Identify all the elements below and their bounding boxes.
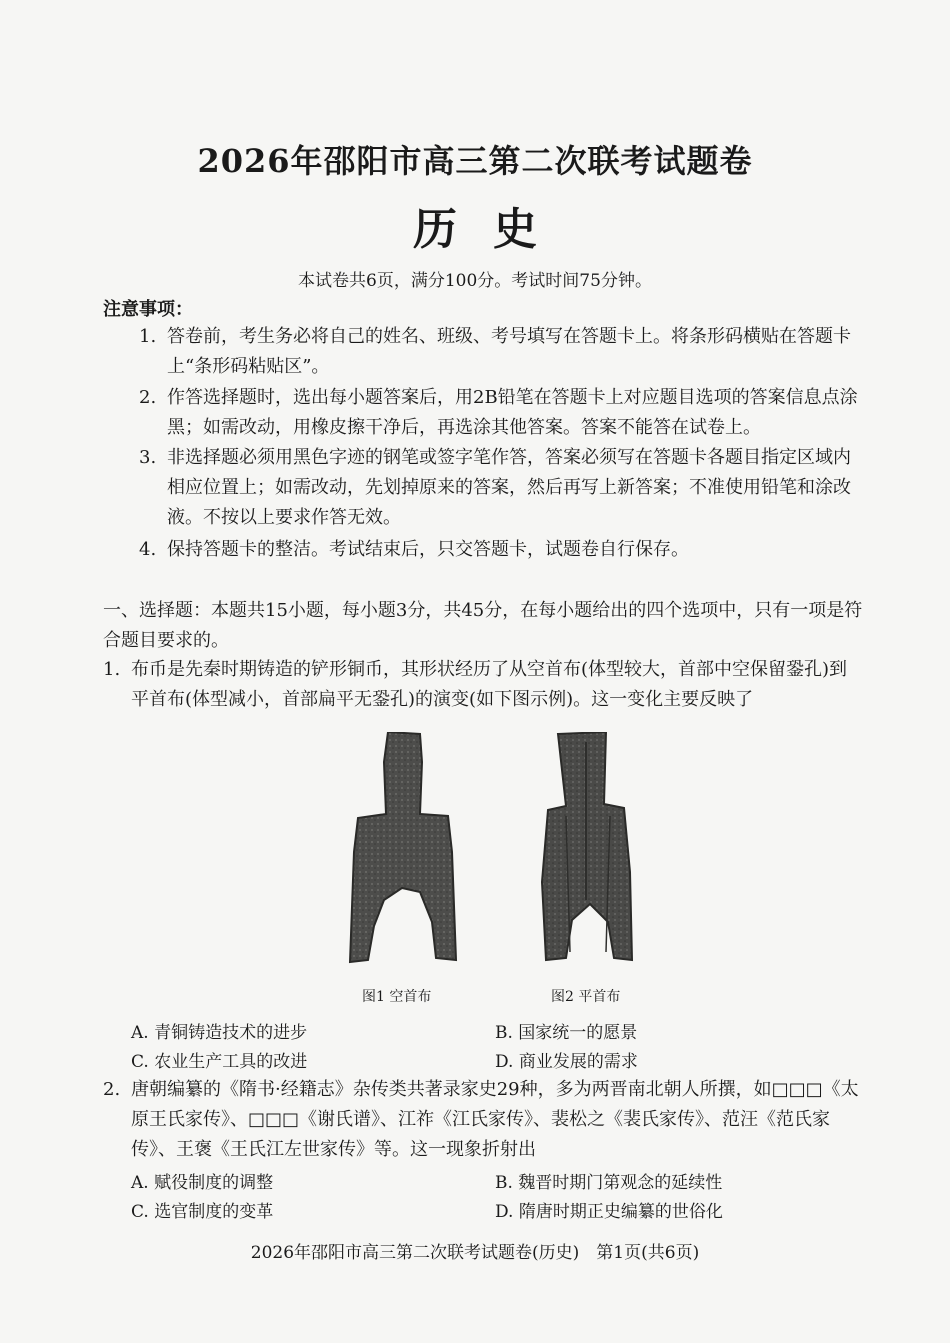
flat-spade-coin-image (528, 732, 648, 964)
question-number: 2. (103, 1079, 121, 1100)
notice-num: 3. (139, 447, 157, 468)
q2-option-a: A. 赋役制度的调整 (131, 1173, 274, 1193)
q1-option-b: B. 国家统一的愿景 (495, 1023, 638, 1043)
notice-text: 保持答题卡的整洁。考试结束后，只交答题卡，试题卷自行保存。 (167, 539, 689, 560)
notice-item-3 (139, 443, 859, 533)
notice-item-1 (139, 322, 859, 382)
notice-text: 答卷前，考生务必将自己的姓名、班级、考号填写在答题卡上。将条形码横贴在答题卡上“条形码粘贴区”。 (167, 326, 851, 377)
hollow-spade-coin-image (340, 732, 470, 964)
question-text: 唐朝编纂的《隋书·经籍志》杂传类共著录家史29种，多为两晋南北朝人所撰，如□□□《太原王氏家传》、□□□《谢氏谱》、江祚《江氏家传》、裴松之《裴氏家传》、范汪《范氏家传》、王褒《王氏江左世家传》等。这一现象折射出 (131, 1079, 859, 1160)
subject-title: 历史 (413, 204, 573, 255)
section-heading: 一、选择题：本题共15小题，每小题3分，共45分，在每小题给出的四个选项中，只有一项是符合题目要求的。 (103, 600, 863, 651)
q1-option-c: C. 农业生产工具的改进 (131, 1052, 308, 1072)
figure-2-flat-spade-coin (528, 732, 648, 968)
q1-option-d: D. 商业发展的需求 (495, 1052, 638, 1072)
q2-option-d: D. 隋唐时期正史编纂的世俗化 (495, 1202, 723, 1222)
notice-text: 非选择题必须用黑色字迹的钢笔或签字笔作答，答案必须写在答题卡各题目指定区域内相应位置上；如需改动，先划掉原来的答案，然后再写上新答案；不准使用铅笔和涂改液。不按以上要求作答无效。 (167, 447, 851, 528)
notice-heading: 注意事项： (103, 299, 193, 320)
notice-num: 2. (139, 387, 157, 408)
question-text: 布币是先秦时期铸造的铲形铜币，其形状经历了从空首布(体型较大，首部中空保留銎孔)到平首布(体型减小，首部扁平无銎孔)的演变(如下图示例)。这一变化主要反映了 (131, 659, 848, 710)
question-2 (103, 1075, 863, 1165)
question-1 (103, 655, 863, 715)
figure-1-hollow-spade-coin (340, 732, 470, 968)
q1-option-a: A. 青铜铸造技术的进步 (131, 1023, 308, 1043)
notice-item-4 (139, 535, 859, 565)
notice-item-2 (139, 383, 859, 443)
exam-title: 2026年邵阳市高三第二次联考试题卷 (197, 142, 753, 180)
notice-num: 1. (139, 326, 157, 347)
question-number: 1. (103, 659, 121, 680)
exam-info: 本试卷共6页，满分100分。考试时间75分钟。 (298, 271, 652, 291)
figure-1-caption: 图1 空首布 (362, 989, 432, 1005)
notice-num: 4. (139, 539, 157, 560)
figure-2-caption: 图2 平首布 (551, 989, 621, 1005)
notice-text: 作答选择题时，选出每小题答案后，用2B铅笔在答题卡上对应题目选项的答案信息点涂黑；如需改动，用橡皮擦干净后，再选涂其他答案。答案不能答在试卷上。 (167, 387, 858, 438)
q2-option-c: C. 选官制度的变革 (131, 1202, 274, 1222)
q2-option-b: B. 魏晋时期门第观念的延续性 (495, 1173, 723, 1193)
page-footer: 2026年邵阳市高三第二次联考试题卷(历史) 第1页(共6页) (250, 1243, 700, 1263)
